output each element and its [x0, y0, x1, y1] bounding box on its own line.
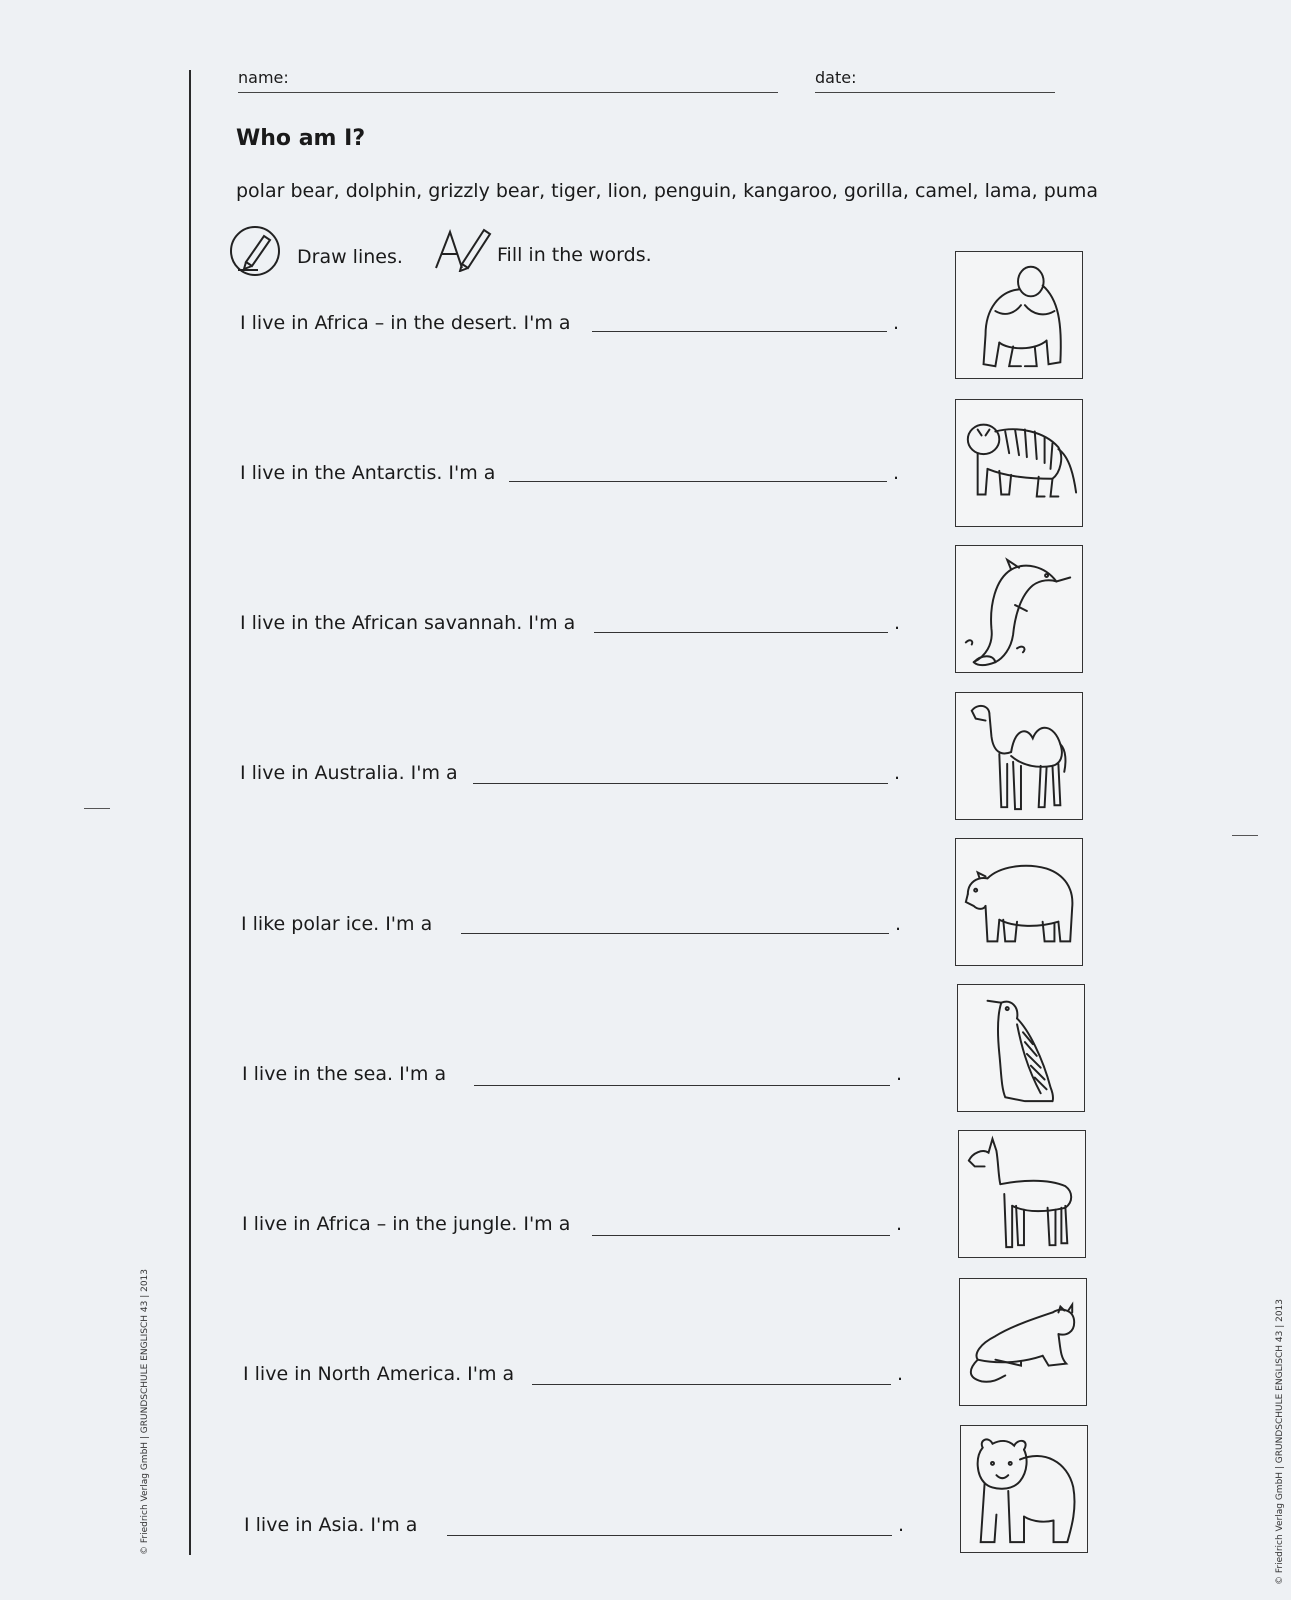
answer-blank-1[interactable] — [592, 331, 887, 332]
pencil-circle-icon — [228, 224, 282, 282]
period-1: . — [893, 312, 900, 334]
answer-blank-5[interactable] — [461, 933, 889, 934]
polar-bear-icon — [956, 839, 1082, 965]
sentence-8: I live in North America. I'm a — [243, 1363, 515, 1385]
lama-icon — [959, 1131, 1085, 1257]
tiger-icon — [956, 400, 1082, 526]
sentence-2: I live in the Antarctis. I'm a — [240, 462, 496, 484]
camel-icon — [956, 693, 1082, 819]
instruction-fill: Fill in the words. — [497, 244, 652, 266]
answer-blank-4[interactable] — [473, 783, 888, 784]
answer-blank-8[interactable] — [532, 1384, 891, 1385]
picture-puma[interactable] — [959, 1278, 1087, 1406]
answer-blank-7[interactable] — [592, 1235, 890, 1236]
margin-line — [189, 70, 191, 1555]
period-8: . — [897, 1363, 904, 1385]
puma-icon — [960, 1279, 1086, 1405]
sentence-9: I live in Asia. I'm a — [244, 1514, 418, 1536]
period-2: . — [893, 462, 900, 484]
copyright-credit-right: © Friedrich Verlag GmbH | GRUNDSCHULE ENGLISCH 43 | 2013 — [1275, 1299, 1285, 1585]
picture-tiger[interactable] — [955, 399, 1083, 527]
word-bank: polar bear, dolphin, grizzly bear, tiger, lion, penguin, kangaroo, gorilla, camel, lama, puma — [236, 180, 1099, 202]
date-label: date: — [815, 68, 857, 87]
answer-blank-3[interactable] — [594, 632, 888, 633]
name-label: name: — [238, 68, 289, 87]
answer-blank-2[interactable] — [509, 481, 887, 482]
picture-penguin[interactable] — [957, 984, 1085, 1112]
grizzly-bear-icon — [961, 1426, 1087, 1552]
name-field[interactable] — [238, 92, 778, 93]
sentence-7: I live in Africa – in the jungle. I'm a — [242, 1213, 571, 1235]
period-5: . — [895, 913, 902, 935]
answer-blank-6[interactable] — [474, 1085, 890, 1086]
sentence-1: I live in Africa – in the desert. I'm a — [240, 312, 571, 334]
period-3: . — [894, 612, 901, 634]
picture-dolphin[interactable] — [955, 545, 1083, 673]
copyright-credit-left: © Friedrich Verlag GmbH | GRUNDSCHULE ENGLISCH 43 | 2013 — [140, 1269, 150, 1555]
sentence-4: I live in Australia. I'm a — [240, 762, 458, 784]
answer-blank-9[interactable] — [447, 1535, 892, 1536]
period-9: . — [898, 1514, 905, 1536]
gorilla-icon — [956, 252, 1082, 378]
dolphin-icon — [956, 546, 1082, 672]
sentence-3: I live in the African savannah. I'm a — [240, 612, 576, 634]
scan-mark-right — [1232, 835, 1258, 836]
period-6: . — [896, 1063, 903, 1085]
date-field[interactable] — [815, 92, 1055, 93]
instruction-draw: Draw lines. — [297, 246, 403, 268]
picture-lama[interactable] — [958, 1130, 1086, 1258]
picture-gorilla[interactable] — [955, 251, 1083, 379]
write-letter-icon — [432, 224, 496, 276]
picture-polar-bear[interactable] — [955, 838, 1083, 966]
page-title: Who am I? — [236, 126, 366, 151]
period-4: . — [894, 762, 901, 784]
sentence-6: I live in the sea. I'm a — [242, 1063, 447, 1085]
scan-mark-left — [84, 808, 110, 809]
period-7: . — [896, 1213, 903, 1235]
sentence-5: I like polar ice. I'm a — [241, 913, 433, 935]
penguin-icon — [958, 985, 1084, 1111]
picture-camel[interactable] — [955, 692, 1083, 820]
picture-grizzly-bear[interactable] — [960, 1425, 1088, 1553]
